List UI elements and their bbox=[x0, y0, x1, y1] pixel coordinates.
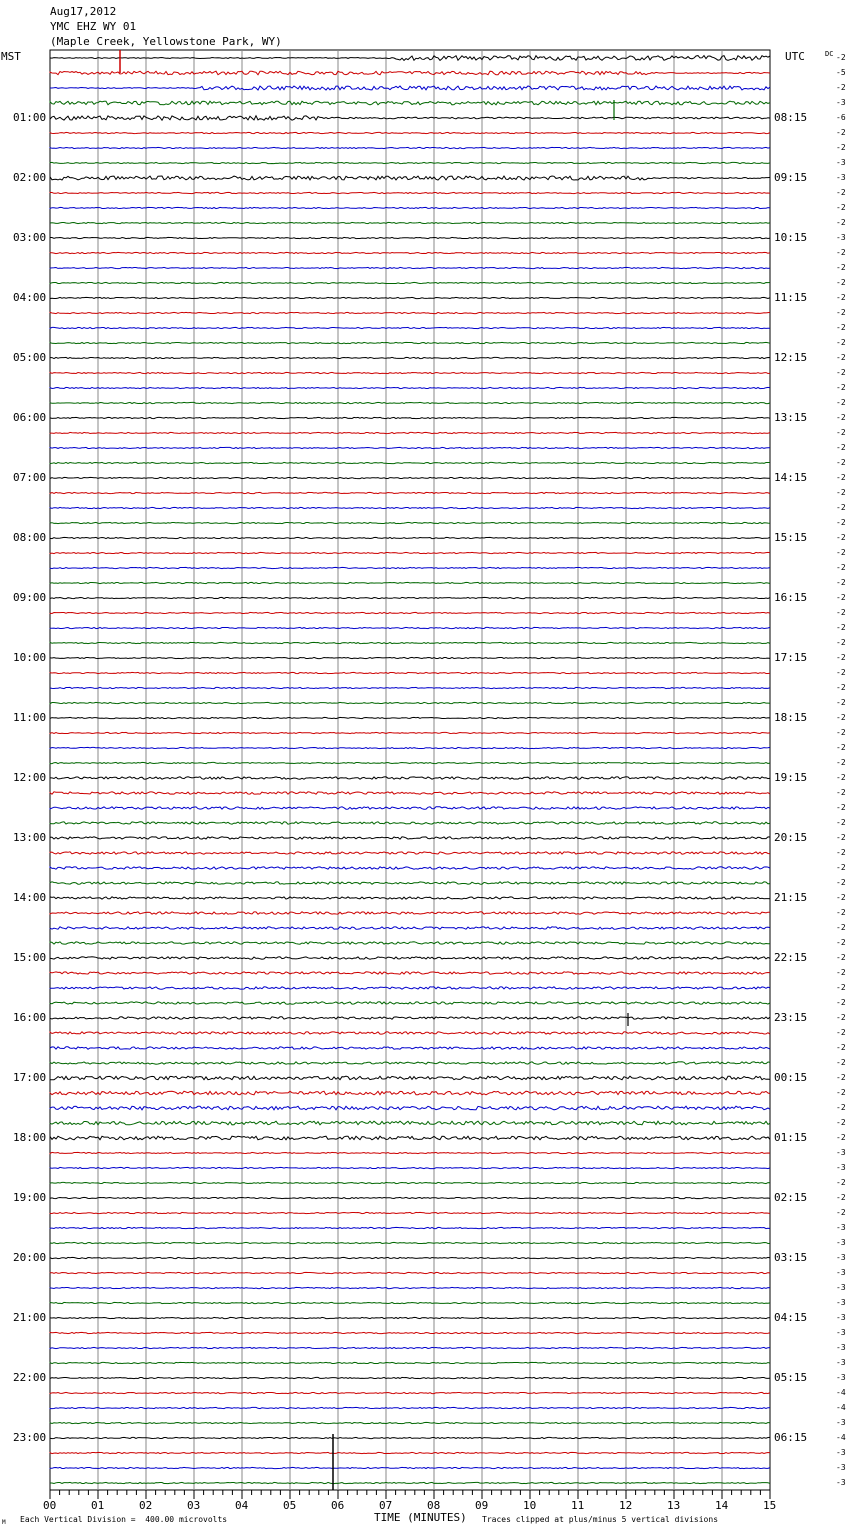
seismic-trace bbox=[50, 387, 770, 388]
seismic-trace bbox=[50, 687, 770, 688]
left-hour-label: 14:00 bbox=[13, 891, 47, 904]
dc-offset-label: -2 bbox=[836, 128, 846, 137]
seismic-trace bbox=[50, 267, 770, 268]
seismic-trace bbox=[50, 927, 770, 929]
seismic-trace bbox=[50, 1377, 770, 1378]
seismic-trace bbox=[50, 1347, 770, 1348]
left-hour-label: 02:00 bbox=[13, 171, 47, 184]
seismic-trace bbox=[50, 71, 770, 75]
dc-offset-label: -2 bbox=[836, 848, 846, 857]
dc-offset-label: -2 bbox=[836, 563, 846, 572]
dc-offset-label: -2 bbox=[836, 488, 846, 497]
dc-offset-label: -2 bbox=[836, 248, 846, 257]
seismic-trace bbox=[50, 1197, 770, 1198]
seismic-trace bbox=[50, 942, 770, 944]
dc-offset-label: -2 bbox=[836, 383, 846, 392]
x-tick-label: 11 bbox=[571, 1499, 585, 1512]
seismic-trace bbox=[50, 252, 770, 253]
dc-offset-label: -2 bbox=[836, 1058, 846, 1067]
seismic-trace bbox=[50, 912, 770, 914]
seismic-trace bbox=[50, 1227, 770, 1228]
dc-offset-label: -3 bbox=[836, 1478, 846, 1487]
vertical-division-note: Each Vertical Division = 400.00 microvolts bbox=[20, 1515, 228, 1524]
seismic-trace bbox=[50, 342, 770, 343]
seismic-trace bbox=[50, 1152, 770, 1153]
dc-offset-label: -3 bbox=[836, 1298, 846, 1307]
dc-offset-label: -2 bbox=[836, 743, 846, 752]
dc-offset-label: -2 bbox=[836, 1178, 846, 1187]
seismic-trace bbox=[50, 207, 770, 208]
right-hour-label: 18:15 bbox=[774, 711, 808, 724]
seismic-trace bbox=[50, 792, 770, 794]
dc-offset-label: -2 bbox=[836, 923, 846, 932]
seismic-trace bbox=[50, 777, 770, 779]
dc-offset-label: -4 bbox=[836, 1433, 846, 1442]
left-timezone: MST bbox=[1, 50, 21, 63]
dc-offset-label: -3 bbox=[836, 1448, 846, 1457]
seismic-trace bbox=[50, 1242, 770, 1243]
left-hour-label: 03:00 bbox=[13, 231, 47, 244]
seismic-trace bbox=[50, 657, 770, 658]
seismic-trace bbox=[50, 282, 770, 283]
seismic-trace bbox=[50, 537, 770, 538]
seismic-trace bbox=[50, 807, 770, 809]
seismic-trace bbox=[50, 1332, 770, 1333]
dc-offset-label: -2 bbox=[836, 638, 846, 647]
left-hour-label: 13:00 bbox=[13, 831, 47, 844]
dc-offset-label: -2 bbox=[836, 338, 846, 347]
dc-offset-label: -2 bbox=[836, 1193, 846, 1202]
dc-offset-label: -2 bbox=[836, 203, 846, 212]
dc-offset-label: -2 bbox=[836, 653, 846, 662]
dc-offset-label: -5 bbox=[836, 68, 846, 77]
dc-offset-label: -2 bbox=[836, 1013, 846, 1022]
dc-offset-label: -2 bbox=[836, 458, 846, 467]
seismic-trace bbox=[50, 522, 770, 523]
plot-frame bbox=[50, 50, 770, 1490]
dc-offset-label: -3 bbox=[836, 1343, 846, 1352]
seismic-trace bbox=[50, 327, 770, 328]
dc-offset-label: -2 bbox=[836, 893, 846, 902]
x-axis-title: TIME (MINUTES) bbox=[374, 1511, 467, 1524]
seismic-trace bbox=[50, 837, 770, 839]
dc-offset-label: -2 bbox=[836, 908, 846, 917]
dc-offset-label: -4 bbox=[836, 1388, 846, 1397]
seismic-trace bbox=[50, 192, 770, 193]
seismic-trace bbox=[50, 732, 770, 733]
dc-offset-label: -2 bbox=[836, 878, 846, 887]
dc-offset-label: -2 bbox=[836, 608, 846, 617]
seismic-trace bbox=[50, 717, 770, 718]
seismic-trace bbox=[50, 702, 770, 703]
seismic-trace bbox=[50, 1482, 770, 1483]
dc-offset-label: -2 bbox=[836, 323, 846, 332]
seismic-trace bbox=[50, 116, 770, 120]
right-hour-label: 19:15 bbox=[774, 771, 808, 784]
seismic-trace bbox=[50, 897, 770, 899]
dc-offset-label: -2 bbox=[836, 398, 846, 407]
seismic-trace bbox=[50, 162, 770, 163]
dc-offset-label: -2 bbox=[836, 518, 846, 527]
dc-offset-label: -2 bbox=[836, 548, 846, 557]
left-hour-label: 16:00 bbox=[13, 1011, 47, 1024]
dc-offset-label: -2 bbox=[836, 1073, 846, 1082]
x-tick-label: 09 bbox=[475, 1499, 489, 1512]
right-hour-label: 13:15 bbox=[774, 411, 808, 424]
dc-offset-label: -2 bbox=[836, 308, 846, 317]
seismic-trace bbox=[50, 1287, 770, 1288]
seismic-trace bbox=[50, 101, 770, 105]
right-hour-label: 09:15 bbox=[774, 171, 808, 184]
seismic-trace bbox=[50, 642, 770, 643]
dc-offset-label: -2 bbox=[836, 1118, 846, 1127]
x-tick-label: 00 bbox=[43, 1499, 57, 1512]
left-hour-label: 04:00 bbox=[13, 291, 47, 304]
x-tick-label: 12 bbox=[619, 1499, 633, 1512]
dc-offset-label: -2 bbox=[836, 218, 846, 227]
right-hour-label: 06:15 bbox=[774, 1431, 808, 1444]
left-hour-label: 10:00 bbox=[13, 651, 47, 664]
seismic-trace bbox=[50, 1407, 770, 1408]
station-id: YMC EHZ WY 01 bbox=[50, 20, 137, 33]
left-hour-label: 01:00 bbox=[13, 111, 47, 124]
seismic-trace bbox=[50, 1106, 770, 1110]
left-hour-label: 17:00 bbox=[13, 1071, 47, 1084]
right-hour-label: 10:15 bbox=[774, 231, 808, 244]
seismic-trace bbox=[50, 1437, 770, 1438]
seismic-trace bbox=[50, 882, 770, 884]
seismic-trace bbox=[50, 312, 770, 313]
seismic-trace bbox=[50, 747, 770, 748]
dc-offset-label: -2 bbox=[836, 773, 846, 782]
left-hour-label: 08:00 bbox=[13, 531, 47, 544]
right-hour-label: 12:15 bbox=[774, 351, 808, 364]
dc-offset-label: -2 bbox=[836, 998, 846, 1007]
dc-offset-label: -2 bbox=[836, 623, 846, 632]
dc-offset-label: -2 bbox=[836, 938, 846, 947]
left-hour-label: 19:00 bbox=[13, 1191, 47, 1204]
dc-offset-label: -2 bbox=[836, 368, 846, 377]
dc-offset-label: -2 bbox=[836, 803, 846, 812]
left-hour-label: 06:00 bbox=[13, 411, 47, 424]
dc-offset-label: -2 bbox=[836, 353, 846, 362]
x-tick-label: 05 bbox=[283, 1499, 297, 1512]
x-tick-label: 01 bbox=[91, 1499, 105, 1512]
left-hour-label: 09:00 bbox=[13, 591, 47, 604]
dc-offset-label: -2 bbox=[836, 728, 846, 737]
seismic-trace bbox=[50, 1047, 770, 1049]
seismic-trace bbox=[50, 477, 770, 478]
dc-offset-label: -2 bbox=[836, 188, 846, 197]
dc-offset-label: -3 bbox=[836, 98, 846, 107]
dc-offset-label: -2 bbox=[836, 413, 846, 422]
seismic-trace bbox=[50, 582, 770, 583]
dc-offset-label: -6 bbox=[836, 113, 846, 122]
dc-offset-label: -3 bbox=[836, 1238, 846, 1247]
left-hour-label: 18:00 bbox=[13, 1131, 47, 1144]
seismic-trace bbox=[50, 1002, 770, 1004]
dc-offset-label: -3 bbox=[836, 1163, 846, 1172]
right-hour-label: 20:15 bbox=[774, 831, 808, 844]
left-hour-label: 22:00 bbox=[13, 1371, 47, 1384]
dc-offset-label: -2 bbox=[836, 428, 846, 437]
dc-offset-label: -2 bbox=[836, 578, 846, 587]
dc-offset-label: -3 bbox=[836, 1418, 846, 1427]
dc-offset-label: -2 bbox=[836, 143, 846, 152]
seismic-trace bbox=[50, 957, 770, 959]
right-hour-label: 03:15 bbox=[774, 1251, 808, 1264]
seismic-trace bbox=[50, 1032, 770, 1034]
dc-offset-label: -2 bbox=[836, 278, 846, 287]
right-hour-label: 11:15 bbox=[774, 291, 808, 304]
dc-offset-label: -2 bbox=[836, 1133, 846, 1142]
seismic-trace bbox=[50, 507, 770, 508]
seismic-trace bbox=[50, 672, 770, 673]
right-hour-label: 02:15 bbox=[774, 1191, 808, 1204]
seismic-trace bbox=[50, 597, 770, 598]
dc-offset-label: -3 bbox=[836, 1268, 846, 1277]
station-location: (Maple Creek, Yellowstone Park, WY) bbox=[50, 35, 282, 48]
dc-offset-label: -2 bbox=[836, 983, 846, 992]
seismic-trace bbox=[50, 402, 770, 403]
seismic-trace bbox=[50, 1091, 770, 1095]
dc-offset-label: -2 bbox=[836, 833, 846, 842]
seismic-trace bbox=[50, 567, 770, 568]
seismic-trace bbox=[50, 972, 770, 974]
x-tick-label: 07 bbox=[379, 1499, 393, 1512]
seismic-trace bbox=[50, 1272, 770, 1273]
dc-offset-label: -3 bbox=[836, 1328, 846, 1337]
dc-offset-label: -2 bbox=[836, 758, 846, 767]
dc-offset-label: -3 bbox=[836, 1253, 846, 1262]
corner-mark: M bbox=[2, 1519, 6, 1526]
right-hour-label: 08:15 bbox=[774, 111, 808, 124]
dc-offset-label: -2 bbox=[836, 593, 846, 602]
right-hour-label: 16:15 bbox=[774, 591, 808, 604]
seismic-trace bbox=[50, 237, 770, 238]
dc-offset-label: -2 bbox=[836, 953, 846, 962]
dc-offset-label: -2 bbox=[836, 968, 846, 977]
seismic-trace bbox=[50, 612, 770, 613]
seismic-trace bbox=[50, 492, 770, 493]
seismic-trace bbox=[50, 357, 770, 358]
seismic-trace bbox=[50, 447, 770, 448]
left-hour-label: 21:00 bbox=[13, 1311, 47, 1324]
dc-offset-label: -2 bbox=[836, 713, 846, 722]
left-hour-label: 15:00 bbox=[13, 951, 47, 964]
right-hour-label: 14:15 bbox=[774, 471, 808, 484]
seismic-trace bbox=[50, 867, 770, 869]
right-hour-label: 17:15 bbox=[774, 651, 808, 664]
dc-offset-label: -4 bbox=[836, 1403, 846, 1412]
seismic-trace bbox=[50, 1422, 770, 1423]
seismic-trace bbox=[50, 1317, 770, 1318]
right-hour-label: 23:15 bbox=[774, 1011, 808, 1024]
left-hour-label: 23:00 bbox=[13, 1431, 47, 1444]
dc-offset-label: -3 bbox=[836, 1313, 846, 1322]
dc-offset-label: -2 bbox=[836, 1103, 846, 1112]
seismic-trace bbox=[50, 1167, 770, 1168]
x-tick-label: 10 bbox=[523, 1499, 537, 1512]
seismic-trace bbox=[50, 417, 770, 418]
seismic-trace bbox=[50, 297, 770, 298]
seismic-trace bbox=[50, 132, 770, 133]
seismic-trace bbox=[50, 432, 770, 433]
dc-offset-label: -2 bbox=[836, 1043, 846, 1052]
right-hour-label: 21:15 bbox=[774, 891, 808, 904]
clipping-note: Traces clipped at plus/minus 5 vertical divisions bbox=[482, 1515, 719, 1524]
dc-offset-label: -2 bbox=[836, 443, 846, 452]
dc-offset-label: -3 bbox=[836, 1283, 846, 1292]
dc-offset-label: -3 bbox=[836, 1358, 846, 1367]
seismic-trace bbox=[50, 1452, 770, 1453]
right-hour-label: 04:15 bbox=[774, 1311, 808, 1324]
seismic-trace bbox=[50, 1362, 770, 1363]
seismic-trace bbox=[50, 1302, 770, 1303]
dc-offset-label: -2 bbox=[836, 83, 846, 92]
seismic-trace bbox=[50, 1121, 770, 1125]
x-tick-label: 14 bbox=[715, 1499, 729, 1512]
dc-offset-label: -2 bbox=[836, 1088, 846, 1097]
seismic-trace bbox=[50, 1212, 770, 1213]
seismic-trace bbox=[50, 822, 770, 824]
dc-offset-label: -2 bbox=[836, 788, 846, 797]
dc-label: DC bbox=[825, 50, 834, 58]
right-hour-label: 22:15 bbox=[774, 951, 808, 964]
seismic-trace bbox=[50, 1062, 770, 1064]
dc-offset-label: -2 bbox=[836, 293, 846, 302]
seismic-trace bbox=[50, 1467, 770, 1468]
right-hour-label: 00:15 bbox=[774, 1071, 808, 1084]
dc-offset-label: -2 bbox=[836, 1028, 846, 1037]
plot-date: Aug17,2012 bbox=[50, 5, 117, 18]
seismic-trace bbox=[50, 1017, 770, 1019]
seismic-trace bbox=[50, 987, 770, 989]
seismic-trace bbox=[50, 1257, 770, 1258]
dc-offset-label: -2 bbox=[836, 683, 846, 692]
dc-offset-label: -3 bbox=[836, 233, 846, 242]
seismic-trace bbox=[50, 462, 770, 463]
seismic-trace bbox=[50, 147, 770, 148]
left-hour-label: 07:00 bbox=[13, 471, 47, 484]
dc-offset-label: -3 bbox=[836, 173, 846, 182]
dc-offset-label: -2 bbox=[836, 818, 846, 827]
seismic-trace bbox=[50, 1392, 770, 1393]
right-hour-label: 15:15 bbox=[774, 531, 808, 544]
x-tick-label: 15 bbox=[763, 1499, 777, 1512]
dc-offset-label: -3 bbox=[836, 1148, 846, 1157]
dc-offset-label: -3 bbox=[836, 1463, 846, 1472]
dc-offset-label: -2 bbox=[836, 503, 846, 512]
dc-offset-label: -2 bbox=[836, 668, 846, 677]
seismic-trace bbox=[50, 86, 770, 90]
right-hour-label: 01:15 bbox=[774, 1131, 808, 1144]
seismic-trace bbox=[50, 1136, 770, 1140]
seismic-trace bbox=[50, 176, 770, 180]
seismic-trace bbox=[50, 372, 770, 373]
dc-offset-label: -2 bbox=[836, 263, 846, 272]
seismic-trace bbox=[50, 1076, 770, 1080]
dc-offset-label: -3 bbox=[836, 1223, 846, 1232]
seismic-trace bbox=[50, 222, 770, 223]
dc-offset-label: -2 bbox=[836, 698, 846, 707]
x-tick-label: 13 bbox=[667, 1499, 681, 1512]
x-tick-label: 02 bbox=[139, 1499, 153, 1512]
dc-offset-label: -2 bbox=[836, 53, 846, 62]
dc-offset-label: -2 bbox=[836, 473, 846, 482]
left-hour-label: 12:00 bbox=[13, 771, 47, 784]
dc-offset-label: -2 bbox=[836, 1208, 846, 1217]
left-hour-label: 11:00 bbox=[13, 711, 47, 724]
seismic-trace bbox=[50, 627, 770, 628]
right-timezone: UTC bbox=[785, 50, 805, 63]
x-tick-label: 06 bbox=[331, 1499, 345, 1512]
seismic-trace bbox=[50, 852, 770, 854]
dc-offset-label: -3 bbox=[836, 1373, 846, 1382]
seismic-trace bbox=[50, 1182, 770, 1183]
seismic-trace bbox=[50, 762, 770, 763]
x-tick-label: 08 bbox=[427, 1499, 441, 1512]
seismic-trace bbox=[50, 552, 770, 553]
left-hour-label: 05:00 bbox=[13, 351, 47, 364]
dc-offset-label: -3 bbox=[836, 158, 846, 167]
dc-offset-label: -2 bbox=[836, 533, 846, 542]
right-hour-label: 05:15 bbox=[774, 1371, 808, 1384]
x-tick-label: 03 bbox=[187, 1499, 201, 1512]
seismic-trace bbox=[50, 56, 770, 61]
dc-offset-label: -2 bbox=[836, 863, 846, 872]
left-hour-label: 20:00 bbox=[13, 1251, 47, 1264]
x-tick-label: 04 bbox=[235, 1499, 249, 1512]
